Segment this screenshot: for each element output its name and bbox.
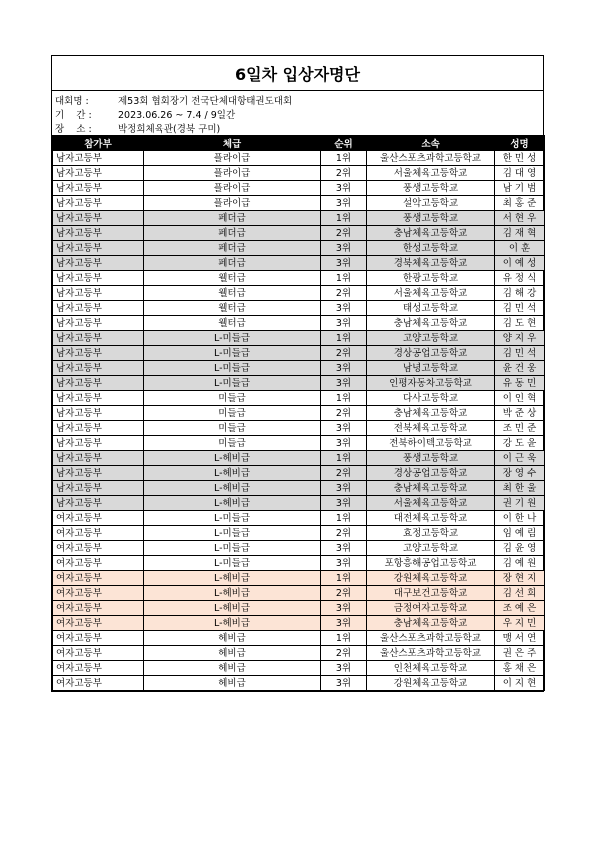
cell-division: 남자고등부 <box>53 421 144 436</box>
table-row <box>53 196 545 211</box>
cell-name: 이 훈 <box>495 241 545 256</box>
info-label: 기 간 : <box>55 110 92 121</box>
cell-division: 여자고등부 <box>53 511 144 526</box>
cell-team: 풍생고등학교 <box>367 211 495 226</box>
table-row <box>53 346 545 361</box>
header-division: 참가부 <box>53 136 144 151</box>
cell-rank: 3위 <box>321 661 367 676</box>
header-team: 소속 <box>367 136 495 151</box>
table-row <box>53 511 545 526</box>
cell-team: 경상공업고등학교 <box>367 346 495 361</box>
cell-weight: 웰터급 <box>144 271 321 286</box>
cell-rank: 2위 <box>321 226 367 241</box>
cell-weight: L-헤비급 <box>144 496 321 511</box>
table-header-row <box>53 136 545 151</box>
table-row <box>53 316 545 331</box>
cell-rank: 1위 <box>321 451 367 466</box>
cell-rank: 1위 <box>321 631 367 646</box>
info-value: 2023.06.26 ~ 7.4 / 9일간 <box>118 110 236 121</box>
cell-rank: 2위 <box>321 526 367 541</box>
cell-team: 울산스포츠과학고등학교 <box>367 151 495 166</box>
cell-name: 장 영 수 <box>495 466 545 481</box>
cell-rank: 3위 <box>321 601 367 616</box>
cell-division: 남자고등부 <box>53 226 144 241</box>
cell-rank: 3위 <box>321 541 367 556</box>
cell-division: 남자고등부 <box>53 271 144 286</box>
table-row <box>53 646 545 661</box>
table-row <box>53 286 545 301</box>
cell-division: 여자고등부 <box>53 661 144 676</box>
cell-division: 여자고등부 <box>53 526 144 541</box>
cell-name: 서 현 우 <box>495 211 545 226</box>
cell-division: 남자고등부 <box>53 256 144 271</box>
cell-division: 남자고등부 <box>53 316 144 331</box>
cell-name: 조 민 준 <box>495 421 545 436</box>
cell-division: 남자고등부 <box>53 301 144 316</box>
cell-rank: 3위 <box>321 316 367 331</box>
cell-division: 남자고등부 <box>53 181 144 196</box>
table-row <box>53 211 545 226</box>
cell-weight: L-헤비급 <box>144 571 321 586</box>
cell-rank: 2위 <box>321 646 367 661</box>
cell-weight: L-헤비급 <box>144 586 321 601</box>
cell-team: 울산스포츠과학고등학교 <box>367 631 495 646</box>
cell-division: 남자고등부 <box>53 361 144 376</box>
header-rank: 순위 <box>321 136 367 151</box>
cell-division: 여자고등부 <box>53 571 144 586</box>
cell-team: 서울체육고등학교 <box>367 286 495 301</box>
cell-rank: 1위 <box>321 511 367 526</box>
cell-division: 남자고등부 <box>53 346 144 361</box>
table-row <box>53 256 545 271</box>
cell-weight: 헤비급 <box>144 631 321 646</box>
cell-rank: 3위 <box>321 376 367 391</box>
cell-weight: L-미들급 <box>144 556 321 571</box>
cell-team: 충남체육고등학교 <box>367 406 495 421</box>
cell-name: 이 한 나 <box>495 511 545 526</box>
cell-weight: L-헤비급 <box>144 451 321 466</box>
cell-name: 강 도 윤 <box>495 436 545 451</box>
cell-name: 이 예 성 <box>495 256 545 271</box>
info-row-venue <box>55 121 543 135</box>
page-title: 6일차 입상자명단 <box>52 56 543 91</box>
cell-team: 포항흥해공업고등학교 <box>367 556 495 571</box>
cell-team: 충남체육고등학교 <box>367 616 495 631</box>
cell-weight: 미들급 <box>144 436 321 451</box>
header-name: 성명 <box>495 136 545 151</box>
table-row <box>53 556 545 571</box>
cell-division: 여자고등부 <box>53 586 144 601</box>
cell-name: 권 은 주 <box>495 646 545 661</box>
table-row <box>53 271 545 286</box>
cell-weight: 페더급 <box>144 241 321 256</box>
cell-name: 김 해 강 <box>495 286 545 301</box>
cell-name: 조 예 은 <box>495 601 545 616</box>
cell-rank: 3위 <box>321 196 367 211</box>
cell-team: 대구보건고등학교 <box>367 586 495 601</box>
cell-name: 장 현 지 <box>495 571 545 586</box>
cell-rank: 3위 <box>321 421 367 436</box>
cell-rank: 3위 <box>321 676 367 691</box>
table-row <box>53 661 545 676</box>
info-value: 제53회 협회장기 전국단체대항태권도대회 <box>118 96 293 107</box>
cell-rank: 1위 <box>321 271 367 286</box>
cell-division: 남자고등부 <box>53 196 144 211</box>
cell-name: 맹 서 연 <box>495 631 545 646</box>
cell-weight: 헤비급 <box>144 661 321 676</box>
table-row <box>53 151 545 166</box>
cell-division: 여자고등부 <box>53 601 144 616</box>
cell-rank: 1위 <box>321 331 367 346</box>
cell-rank: 3위 <box>321 436 367 451</box>
header-weight: 체급 <box>144 136 321 151</box>
cell-rank: 2위 <box>321 466 367 481</box>
table-row <box>53 676 545 691</box>
cell-weight: 플라이급 <box>144 166 321 181</box>
results-table <box>52 135 545 691</box>
cell-name: 김 민 석 <box>495 346 545 361</box>
cell-division: 남자고등부 <box>53 451 144 466</box>
cell-rank: 2위 <box>321 286 367 301</box>
cell-rank: 3위 <box>321 241 367 256</box>
cell-rank: 2위 <box>321 346 367 361</box>
cell-name: 박 준 상 <box>495 406 545 421</box>
cell-name: 김 예 원 <box>495 556 545 571</box>
cell-division: 남자고등부 <box>53 166 144 181</box>
cell-rank: 3위 <box>321 256 367 271</box>
cell-name: 유 동 민 <box>495 376 545 391</box>
cell-weight: L-헤비급 <box>144 616 321 631</box>
table-row <box>53 226 545 241</box>
table-row <box>53 301 545 316</box>
results-sheet <box>51 55 544 692</box>
cell-team: 한광고등학교 <box>367 271 495 286</box>
cell-name: 양 지 우 <box>495 331 545 346</box>
cell-rank: 1위 <box>321 571 367 586</box>
cell-division: 남자고등부 <box>53 241 144 256</box>
cell-weight: 미들급 <box>144 391 321 406</box>
cell-name: 홍 채 은 <box>495 661 545 676</box>
cell-division: 여자고등부 <box>53 541 144 556</box>
cell-rank: 3위 <box>321 496 367 511</box>
cell-weight: 미들급 <box>144 406 321 421</box>
cell-name: 이 지 현 <box>495 676 545 691</box>
table-row <box>53 601 545 616</box>
cell-team: 한성고등학교 <box>367 241 495 256</box>
table-row <box>53 496 545 511</box>
cell-team: 울산스포츠과학고등학교 <box>367 646 495 661</box>
cell-rank: 1위 <box>321 151 367 166</box>
cell-weight: L-미들급 <box>144 361 321 376</box>
cell-rank: 2위 <box>321 166 367 181</box>
cell-weight: L-헤비급 <box>144 466 321 481</box>
cell-name: 최 한 울 <box>495 481 545 496</box>
cell-division: 남자고등부 <box>53 481 144 496</box>
info-label: 장 소 : <box>55 124 92 135</box>
cell-rank: 3위 <box>321 301 367 316</box>
cell-division: 남자고등부 <box>53 151 144 166</box>
cell-division: 남자고등부 <box>53 391 144 406</box>
cell-team: 인천체육고등학교 <box>367 661 495 676</box>
cell-rank: 3위 <box>321 481 367 496</box>
cell-division: 남자고등부 <box>53 466 144 481</box>
info-label: 대회명 : <box>55 96 89 107</box>
cell-division: 남자고등부 <box>53 331 144 346</box>
cell-name: 우 지 민 <box>495 616 545 631</box>
cell-team: 전북하이텍고등학교 <box>367 436 495 451</box>
table-row <box>53 571 545 586</box>
cell-team: 풍생고등학교 <box>367 181 495 196</box>
cell-team: 남녕고등학교 <box>367 361 495 376</box>
cell-weight: L-미들급 <box>144 376 321 391</box>
cell-division: 남자고등부 <box>53 406 144 421</box>
cell-division: 남자고등부 <box>53 496 144 511</box>
cell-team: 고양고등학교 <box>367 541 495 556</box>
cell-team: 고양고등학교 <box>367 331 495 346</box>
table-row <box>53 331 545 346</box>
cell-team: 서울체육고등학교 <box>367 166 495 181</box>
cell-name: 김 민 석 <box>495 301 545 316</box>
cell-division: 여자고등부 <box>53 616 144 631</box>
cell-team: 풍생고등학교 <box>367 451 495 466</box>
table-row <box>53 526 545 541</box>
cell-name: 김 대 영 <box>495 166 545 181</box>
cell-name: 유 정 식 <box>495 271 545 286</box>
cell-weight: 미들급 <box>144 421 321 436</box>
cell-rank: 1위 <box>321 211 367 226</box>
cell-rank: 2위 <box>321 406 367 421</box>
cell-division: 여자고등부 <box>53 631 144 646</box>
cell-rank: 3위 <box>321 616 367 631</box>
cell-name: 최 홍 준 <box>495 196 545 211</box>
cell-weight: 페더급 <box>144 211 321 226</box>
cell-division: 여자고등부 <box>53 646 144 661</box>
info-row-event <box>55 93 543 107</box>
cell-team: 충남체육고등학교 <box>367 226 495 241</box>
cell-rank: 2위 <box>321 586 367 601</box>
table-row <box>53 616 545 631</box>
info-value: 박정희체육관(경북 구미) <box>118 124 221 135</box>
cell-weight: 플라이급 <box>144 196 321 211</box>
cell-weight: L-헤비급 <box>144 481 321 496</box>
event-info <box>52 91 543 135</box>
cell-name: 김 도 현 <box>495 316 545 331</box>
cell-team: 다사고등학교 <box>367 391 495 406</box>
cell-weight: L-미들급 <box>144 346 321 361</box>
cell-weight: L-미들급 <box>144 511 321 526</box>
cell-name: 이 인 혁 <box>495 391 545 406</box>
cell-team: 경상공업고등학교 <box>367 466 495 481</box>
table-row <box>53 181 545 196</box>
cell-team: 금정여자고등학교 <box>367 601 495 616</box>
table-body <box>53 151 545 691</box>
cell-division: 남자고등부 <box>53 376 144 391</box>
cell-weight: L-미들급 <box>144 526 321 541</box>
table-row <box>53 436 545 451</box>
cell-division: 남자고등부 <box>53 211 144 226</box>
cell-weight: 페더급 <box>144 226 321 241</box>
table-row <box>53 406 545 421</box>
cell-name: 한 민 성 <box>495 151 545 166</box>
cell-team: 경북체육고등학교 <box>367 256 495 271</box>
cell-team: 충남체육고등학교 <box>367 316 495 331</box>
cell-team: 충남체육고등학교 <box>367 481 495 496</box>
cell-weight: 헤비급 <box>144 676 321 691</box>
cell-weight: L-헤비급 <box>144 601 321 616</box>
cell-name: 이 근 욱 <box>495 451 545 466</box>
table-row <box>53 466 545 481</box>
cell-division: 여자고등부 <box>53 676 144 691</box>
cell-team: 전북체육고등학교 <box>367 421 495 436</box>
cell-team: 설악고등학교 <box>367 196 495 211</box>
cell-rank: 3위 <box>321 181 367 196</box>
cell-rank: 1위 <box>321 391 367 406</box>
cell-weight: 플라이급 <box>144 181 321 196</box>
cell-team: 강원체육고등학교 <box>367 676 495 691</box>
cell-weight: 웰터급 <box>144 316 321 331</box>
cell-name: 임 예 림 <box>495 526 545 541</box>
cell-division: 여자고등부 <box>53 556 144 571</box>
cell-division: 남자고등부 <box>53 436 144 451</box>
cell-division: 남자고등부 <box>53 286 144 301</box>
info-row-period <box>55 107 543 121</box>
table-row <box>53 421 545 436</box>
table-row <box>53 166 545 181</box>
table-row <box>53 241 545 256</box>
cell-weight: L-미들급 <box>144 541 321 556</box>
table-row <box>53 361 545 376</box>
cell-name: 김 재 혁 <box>495 226 545 241</box>
cell-name: 김 선 희 <box>495 586 545 601</box>
cell-weight: 웰터급 <box>144 301 321 316</box>
cell-weight: 플라이급 <box>144 151 321 166</box>
table-row <box>53 586 545 601</box>
cell-team: 강원체육고등학교 <box>367 571 495 586</box>
cell-name: 김 윤 영 <box>495 541 545 556</box>
cell-name: 남 기 범 <box>495 181 545 196</box>
cell-weight: 웰터급 <box>144 286 321 301</box>
table-row <box>53 541 545 556</box>
cell-team: 인평자동차고등학교 <box>367 376 495 391</box>
cell-team: 태성고등학교 <box>367 301 495 316</box>
table-row <box>53 481 545 496</box>
cell-name: 권 기 원 <box>495 496 545 511</box>
cell-weight: 페더급 <box>144 256 321 271</box>
table-row <box>53 391 545 406</box>
cell-rank: 3위 <box>321 556 367 571</box>
table-row <box>53 631 545 646</box>
cell-rank: 3위 <box>321 361 367 376</box>
cell-team: 서울체육고등학교 <box>367 496 495 511</box>
cell-name: 윤 건 웅 <box>495 361 545 376</box>
cell-weight: 헤비급 <box>144 646 321 661</box>
table-row <box>53 376 545 391</box>
cell-team: 대전체육고등학교 <box>367 511 495 526</box>
cell-team: 효정고등학교 <box>367 526 495 541</box>
cell-weight: L-미들급 <box>144 331 321 346</box>
table-row <box>53 451 545 466</box>
